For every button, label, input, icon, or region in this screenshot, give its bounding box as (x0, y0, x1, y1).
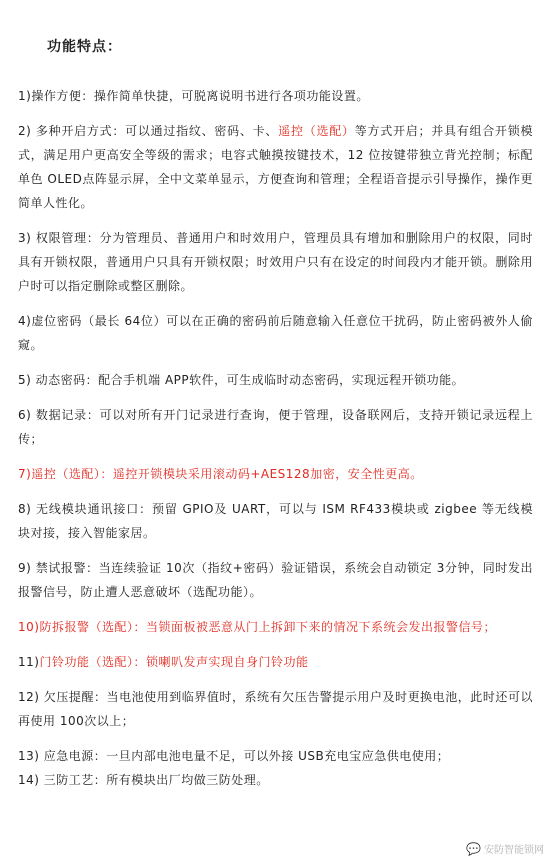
item-text: 13) 应急电源：一旦内部电池电量不足，可以外接 USB充电宝应急供电使用； (18, 749, 450, 763)
feature-item-13 (18, 744, 533, 768)
item-highlight: 遥控（选配）：遥控开锁模块采用滚动码+AES128加密，安全性更高。 (31, 467, 423, 481)
item-text: 1)操作方便： (18, 89, 94, 103)
feature-item-10 (18, 615, 533, 639)
item-text: 12) 欠压提醒：当电池使用到临界值时，系统有欠压告警提示用户及时更换电池，此时还可以再使用 100次以上； (18, 690, 533, 728)
item-text: 3) 权限管理：分为管理员、普通用户和时效用户，管理员具有增加和删除用户的权限，同时具有开锁权限，普通用户只具有开锁权限；时效用户只有在设定的时间段内才能开锁。删除用户时可以指定删除或整区删除。 (18, 231, 533, 293)
feature-item-4 (18, 309, 533, 357)
item-text: 6) 数据记录：可以对所有开门记录进行查询，便于管理，设备联网后，支持开锁记录远程上传； (18, 408, 533, 446)
feature-item-8 (18, 497, 533, 545)
item-text-rest: 等方式开启；并具有组合开锁模式，满足用户更高安全等级的需求；电容式触摸按键技术，12 位按键带独立背光控制；标配单色 OLED点阵显示屏，全中文菜单显示，方便查询和管理；全程语音提示引导操作，操作更简单人性化。 (18, 124, 533, 210)
feature-item-11 (18, 650, 533, 674)
item-text: 8) 无线模块通讯接口：预留 GPIO及 UART，可以与 ISM RF433模块或 zigbee 等无线模块对接，接入智能家居。 (18, 502, 533, 540)
item-text: 9) 禁试报警：当连续验证 10次（指纹+密码）验证错误，系统会自动锁定 3分钟，同时发出报警信号，防止遭人恶意破坏（选配功能）。 (18, 561, 533, 599)
watermark (466, 841, 544, 856)
feature-item-12 (18, 685, 533, 733)
item-text: 5) 动态密码：配合手机端 APP软件，可生成临时动态密码，实现远程开锁功能。 (18, 373, 465, 387)
feature-item-6 (18, 403, 533, 451)
item-number: 10) (18, 620, 40, 634)
item-text: 14) 三防工艺：所有模块出厂均做三防处理。 (18, 773, 269, 787)
feature-item-7 (18, 462, 533, 486)
item-text: 2) 多种开启方式：可以通过指纹、密码、卡、 (18, 124, 279, 138)
feature-list (18, 84, 533, 792)
item-number: 11) (18, 655, 40, 669)
watermark-text: 安防智能锁网 (484, 845, 544, 856)
feature-item-1 (18, 84, 533, 108)
feature-item-9 (18, 556, 533, 604)
feature-item-14 (18, 768, 533, 792)
item-highlight: 防拆报警（选配）：当锁面板被恶意从门上拆卸下来的情况下系统会发出报警信号； (39, 620, 496, 634)
page-title: 功能特点： (47, 39, 122, 55)
feature-item-5 (18, 368, 533, 392)
item-number: 7) (18, 467, 32, 481)
feature-item-2 (18, 119, 533, 215)
wechat-icon: 💬 (466, 841, 481, 856)
item-text: 4)虚位密码（最长 64位）可以在正确的密码前后随意输入任意位干扰码，防止密码被外人偷窥。 (18, 314, 533, 352)
item-text-rest: 操作简单快捷，可脱离说明书进行各项功能设置。 (93, 89, 369, 103)
item-highlight: 门铃功能（选配）：锁喇叭发声实现自身门铃功能 (39, 655, 309, 669)
feature-item-3 (18, 226, 533, 298)
item-highlight: 遥控（选配） (278, 124, 355, 138)
